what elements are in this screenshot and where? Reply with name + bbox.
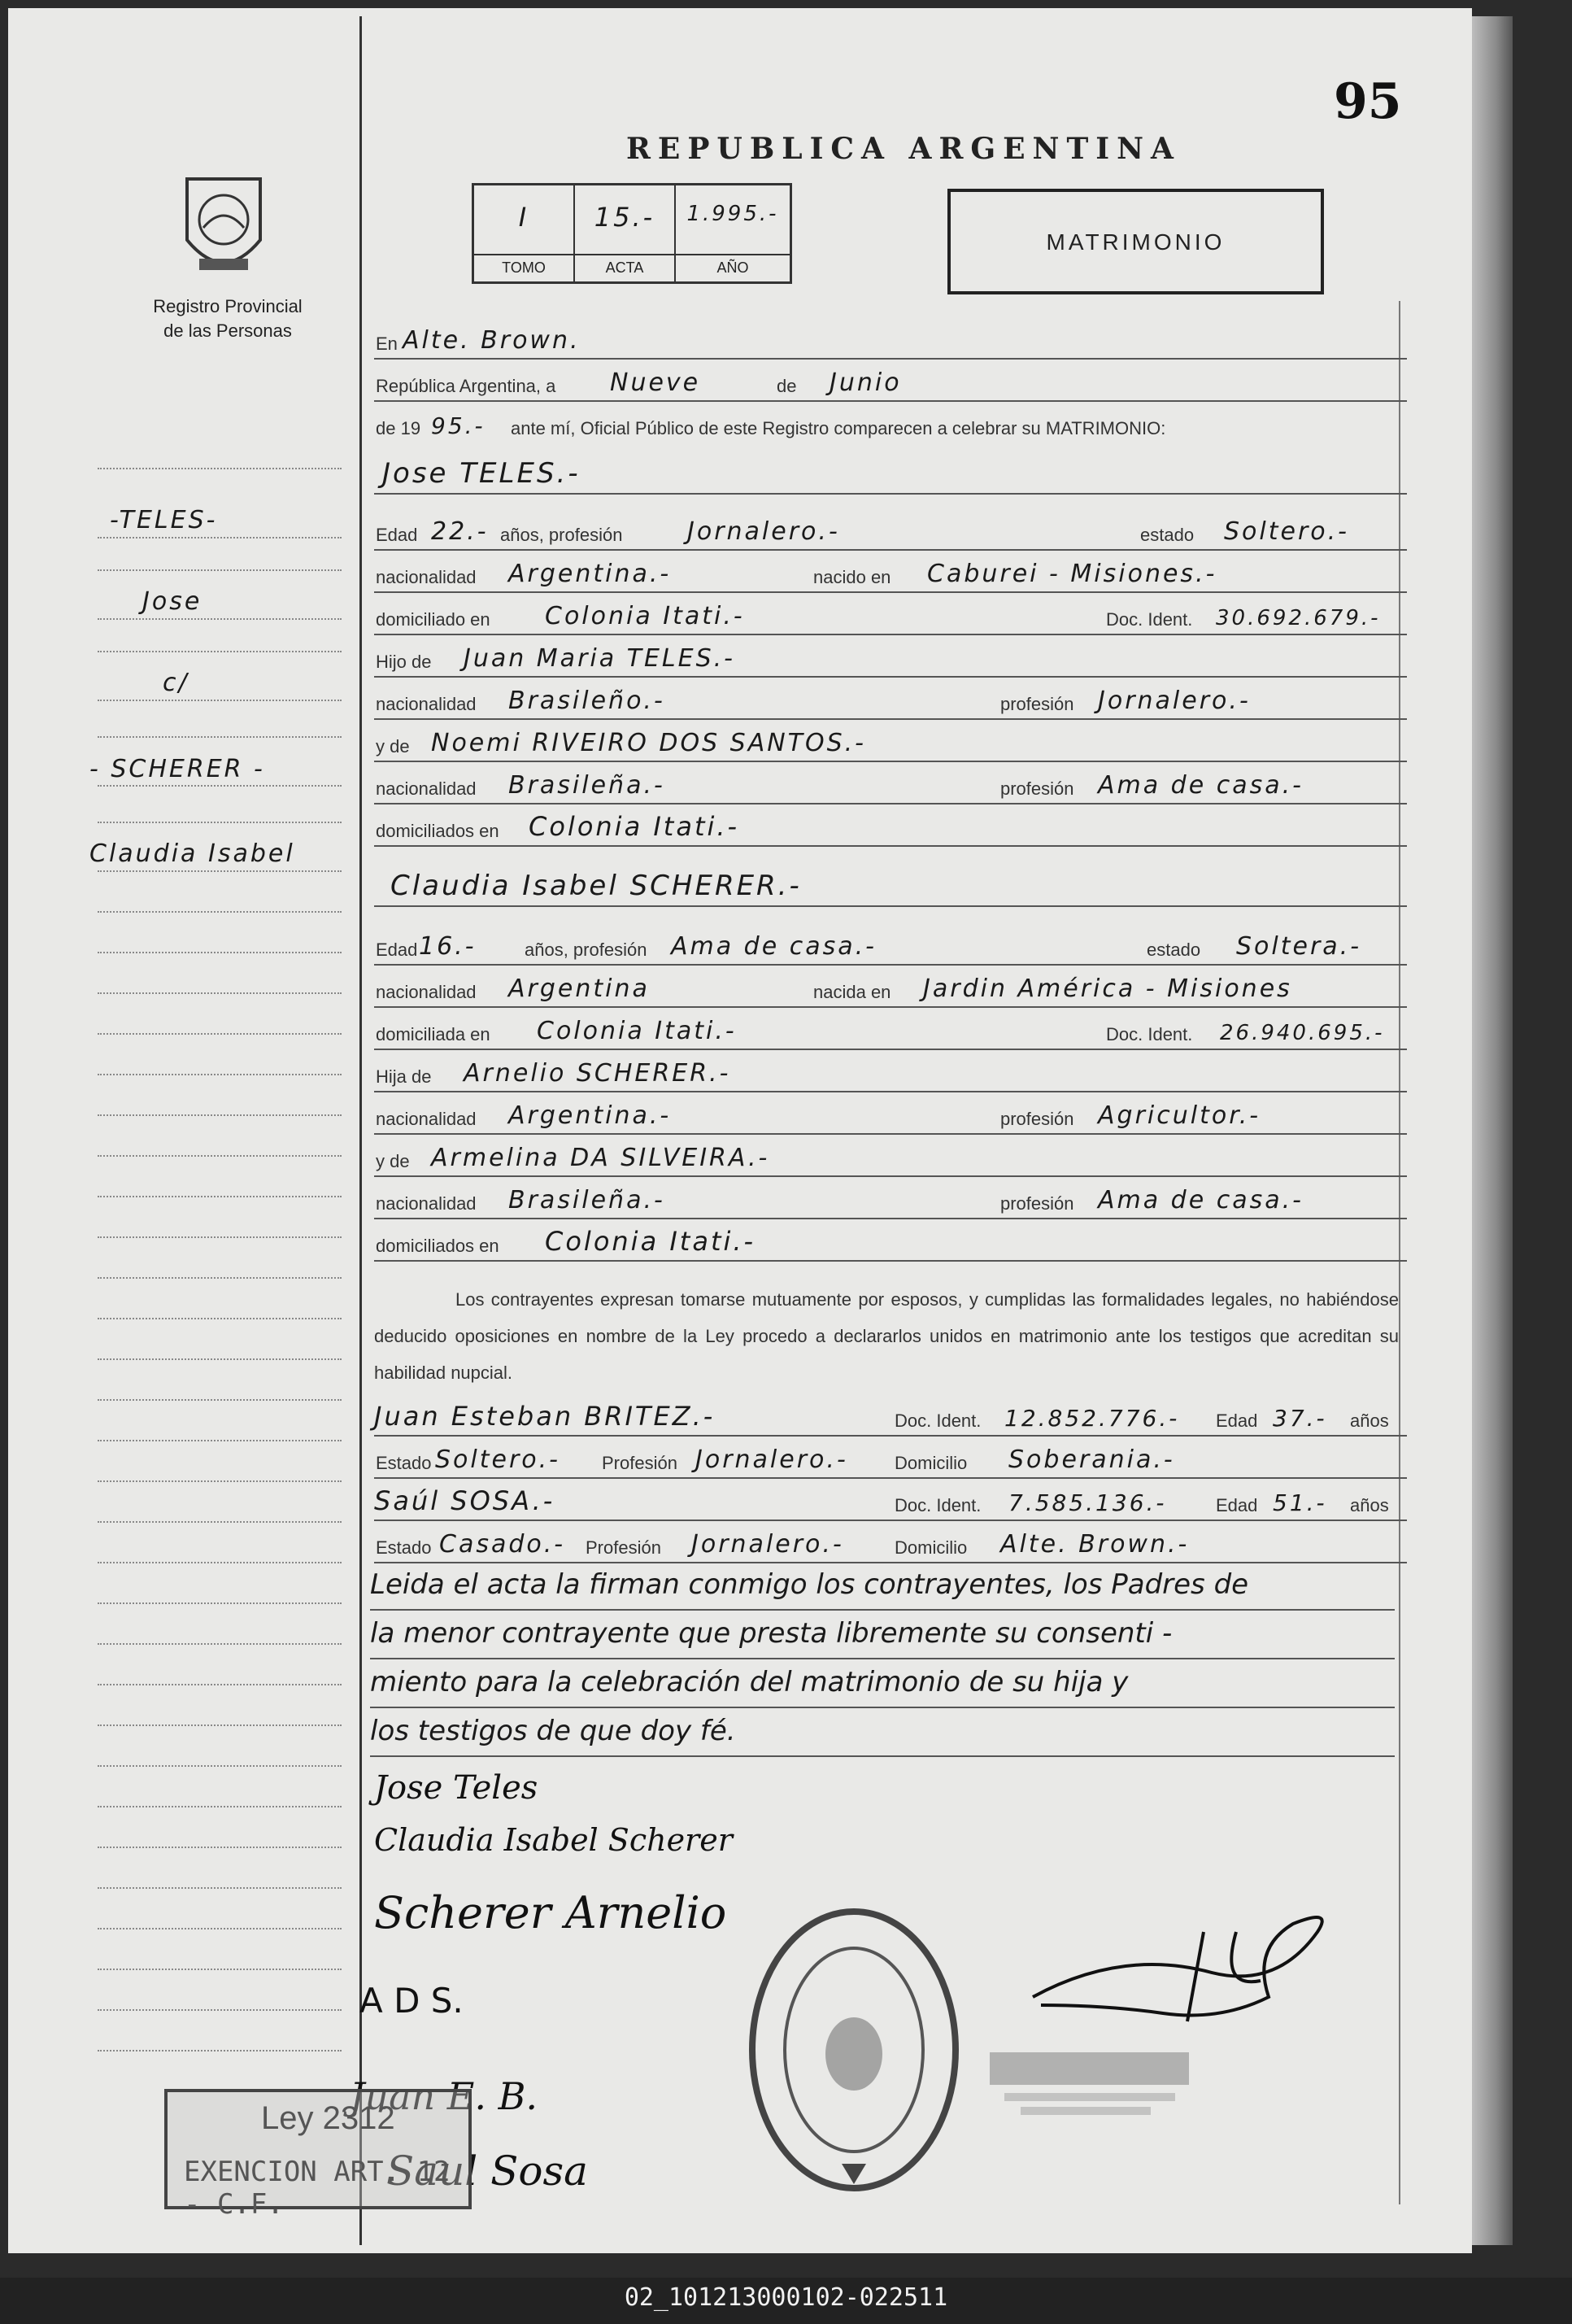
groom-father-profession: Jornalero.- [1098,687,1251,715]
groom-father: Juan Maria TELES.- [464,644,736,673]
witness-1-details-row [374,1437,1407,1479]
groom-name-row [374,447,1407,495]
groom-mother-nat-row [374,762,1407,804]
margin-guide [98,1196,342,1197]
ano-label: AÑO [676,254,790,281]
margin-guide [98,1521,342,1523]
estado-label: Estado [376,1453,432,1473]
year-row [374,402,1407,444]
bride-name-row [374,858,1407,907]
margin-guide [98,785,342,787]
margin-guide [98,822,342,823]
bride-address: Colonia Itati.- [537,1017,737,1045]
groom-mother-nationality: Brasileña.- [508,771,665,800]
page-edge-shadow [1472,16,1513,2245]
bride-status: Soltera.- [1236,932,1362,961]
margin-guide [98,1887,342,1889]
doc-label: Doc. Ident. [895,1495,982,1515]
bride-name: Claudia Isabel SCHERER.- [390,870,802,902]
field-rule [374,845,1407,847]
profesion-label: profesión [1000,1109,1074,1129]
record-box [472,183,792,284]
margin-note: -TELES- [110,506,218,534]
witness-2-profession: Jornalero.- [691,1530,844,1559]
field-rule [374,1260,1407,1262]
witness-1-profession: Jornalero.- [695,1445,848,1474]
margin-guide [98,651,342,652]
margin-guide [98,2009,342,2011]
closing-note-line: Leida el acta la firman conmigo los contrayentes, los Padres de [370,1568,1249,1601]
bride-address-row [374,1008,1407,1050]
acta-label: ACTA [575,254,674,281]
groom-nationality-row [374,551,1407,593]
nacionalidad-label: nacionalidad [376,1109,477,1129]
witness-2-doc: 7.585.136.- [1008,1489,1167,1516]
witness-1-address: Soberania.- [1008,1445,1175,1474]
margin-guide [98,1643,342,1645]
signature-witness-2: Saul Sosa [386,2147,588,2195]
signature-father: Scherer Arnelio [374,1887,727,1938]
domiciliada-label: domiciliada en [376,1024,490,1044]
bride-birthplace: Jardin América - Misiones [923,975,1292,1003]
nacionalidad-label: nacionalidad [376,567,477,587]
witness-2-age: 51.- [1273,1489,1327,1516]
margin-guide [98,1602,342,1604]
bride-age-row [374,923,1407,966]
signature-groom: Jose Teles [374,1769,538,1807]
groom-parents-address: Colonia Itati.- [529,811,740,842]
bride-father-nat-row [374,1092,1407,1135]
witness-2-name: Saúl SOSA.- [374,1485,555,1516]
field-rule [370,1609,1395,1611]
tomo-value: I [518,202,529,233]
signature-witness-1: Juan E. B. [350,2074,538,2118]
tomo-label: TOMO [474,254,573,281]
domiciliados-label: domiciliados en [376,1236,499,1256]
hija-label: Hija de [376,1066,432,1087]
registry-name [122,294,333,343]
anos-profesion-label: años, profesión [500,525,623,545]
bride-nationality-row [374,966,1407,1008]
de19-label: de 19 [376,418,421,438]
margin-guide [98,870,342,872]
edad-label: Edad [376,525,418,545]
acta-value: 15.- [594,202,655,233]
margin-note: Jose [142,587,202,616]
groom-nationality: Argentina.- [508,560,672,588]
estado-label: estado [1147,940,1201,960]
bride-father-profession: Agricultor.- [1098,1101,1261,1130]
groom-age: 22.- [431,517,489,546]
bride-doc: 26.940.695.- [1220,1021,1385,1045]
margin-guide [98,1440,342,1441]
page-number: 95 [1334,73,1402,130]
bride-mother-nat-row [374,1177,1407,1219]
field-rule [374,905,1407,907]
year-value: 95.- [431,412,486,439]
margin-note: Claudia Isabel [89,839,295,868]
witness-1-age: 37.- [1273,1405,1327,1432]
groom-doc: 30.692.679.- [1216,606,1381,630]
margin-guide [98,1969,342,1970]
place-value: Alte. Brown. [403,326,581,355]
field-rule [374,1562,1407,1563]
record-type-box [947,189,1324,294]
profesion-label: profesión [1000,778,1074,799]
profesion-label: Profesión [586,1537,661,1558]
groom-age-row [374,508,1407,551]
date-row [374,360,1407,402]
bride-age: 16.- [419,932,477,961]
ley-text: Ley 2312 [261,2100,395,2136]
witness-1-row [374,1391,1407,1437]
ano-cell [676,185,790,281]
doc-label: Doc. Ident. [1106,1024,1193,1044]
edad-label: Edad [1216,1495,1258,1515]
bride-father: Arnelio SCHERER.- [464,1059,731,1088]
estado-label: estado [1140,525,1195,545]
exencion-text: EXENCION ART. 12 - C.F. [184,2156,451,2221]
bride-parents-address: Colonia Itati.- [545,1226,756,1257]
groom-mother-row [374,720,1407,762]
margin-divider [359,16,362,2245]
groom-parents-address-row [374,804,1407,847]
margin-guide [98,1033,342,1035]
en-label: En [376,334,398,354]
place-row [374,317,1407,360]
nacionalidad-label: nacionalidad [376,982,477,1002]
edad-label: Edad [1216,1411,1258,1431]
document-title: REPUBLICA ARGENTINA [626,132,1181,166]
margin-guide [98,952,342,953]
de-label: de [777,376,797,396]
field-rule [370,1755,1395,1757]
bride-parents-address-row [374,1219,1407,1262]
margin-guide [98,911,342,913]
margin-guide [98,1236,342,1238]
closing-note-line: miento para la celebración del matrimonio de su hija y [370,1666,1129,1698]
margin-guide [98,1928,342,1929]
domiciliado-label: domiciliado en [376,609,490,630]
domiciliados-label: domiciliados en [376,821,499,841]
yde-label: y de [376,736,410,756]
domicilio-label: Domicilio [895,1537,968,1558]
margin-guide [98,468,342,469]
margin-guide [98,618,342,620]
nacido-label: nacido en [813,567,891,587]
signature-bride: Claudia Isabel Scherer [374,1822,733,1858]
anos-label: años [1350,1411,1389,1431]
witness-1-status: Soltero.- [435,1445,561,1474]
margin-guide [98,1399,342,1401]
doc-label: Doc. Ident. [1106,609,1193,630]
footer-caption: 02_101213000102-022511 [0,2278,1572,2324]
edad-label: Edad [376,940,418,960]
groom-father-nat-row [374,678,1407,720]
margin-guide [98,1562,342,1563]
day-value: Nueve [610,368,701,397]
month-value: Junio [830,368,902,397]
groom-address: Colonia Itati.- [545,602,745,630]
nacionalidad-label: nacionalidad [376,694,477,714]
profesion-label: profesión [1000,694,1074,714]
closing-note-line: la menor contrayente que presta libremente su consenti - [370,1617,1173,1650]
bride-mother-nationality: Brasileña.- [508,1186,665,1214]
groom-address-row [374,593,1407,635]
witness-1-doc: 12.852.776.- [1004,1405,1180,1432]
groom-name: Jose TELES.- [382,457,581,490]
bride-mother: Armelina DA SILVEIRA.- [431,1144,770,1172]
bride-father-nationality: Argentina.- [508,1101,672,1130]
profesion-label: profesión [1000,1193,1074,1214]
nacionalidad-label: nacionalidad [376,778,477,799]
margin-guide [98,700,342,701]
anos-label: años [1350,1495,1389,1515]
groom-father-row [374,635,1407,678]
bride-mother-profession: Ama de casa.- [1098,1186,1304,1214]
witness-2-details-row [374,1521,1407,1563]
margin-guide [98,2050,342,2051]
groom-mother-profession: Ama de casa.- [1098,771,1304,800]
margin-guide [98,1277,342,1279]
anos-profesion-label: años, profesión [525,940,647,960]
witness-2-status: Casado.- [439,1530,566,1559]
acta-cell [575,185,676,281]
margin-guide [98,1480,342,1482]
bride-nationality: Argentina [508,975,650,1003]
field-rule [370,1658,1395,1659]
official-seal [744,1903,964,2196]
groom-mother: Noemi RIVEIRO DOS SANTOS.- [431,729,867,757]
groom-birthplace: Caburei - Misiones.- [927,560,1217,588]
margin-guide [98,1318,342,1319]
nacionalidad-label: nacionalidad [376,1193,477,1214]
witness-2-row [374,1479,1407,1521]
margin-guide [98,1358,342,1360]
signature-mother: A D S. [359,1981,464,2021]
field-rule [370,1707,1395,1708]
margin-guide [98,1847,342,1848]
margin-guide [98,569,342,571]
ley-stamp [164,2089,472,2221]
closing-note-line: los testigos de que doy fé. [370,1715,736,1747]
margin-guide [98,1074,342,1075]
margin-guide [98,1114,342,1116]
groom-profession: Jornalero.- [687,517,840,546]
bride-mother-row [374,1135,1407,1177]
margin-note: c/ [163,669,189,697]
record-type: MATRIMONIO [1046,229,1226,255]
provincia-misiones-emblem [175,163,272,285]
margin-guide [98,1724,342,1726]
ante-text: ante mí, Oficial Público de este Registro comparecen a celebrar su MATRIMONIO: [511,418,1166,438]
margin-guide [98,1684,342,1685]
margin-guide [98,736,342,738]
margin-note: - SCHERER - [89,755,265,783]
yde-label: y de [376,1151,410,1171]
groom-status: Soltero.- [1224,517,1350,546]
registry-line-1: Registro Provincial [153,296,303,316]
republica-label: República Argentina, a [376,376,556,396]
registry-line-2: de las Personas [163,320,292,341]
margin-guide [98,1765,342,1767]
margin-guide [98,1806,342,1807]
field-rule [374,493,1407,495]
groom-father-nationality: Brasileño.- [508,687,665,715]
hijo-label: Hijo de [376,652,432,672]
doc-label: Doc. Ident. [895,1411,982,1431]
margin-guide [98,537,342,538]
margin-guide [98,1155,342,1157]
estado-label: Estado [376,1537,432,1558]
nacida-label: nacida en [813,982,891,1002]
witness-2-address: Alte. Brown.- [1000,1530,1190,1559]
profesion-label: Profesión [602,1453,677,1473]
witness-1-name: Juan Esteban BRITEZ.- [374,1401,716,1432]
domicilio-label: Domicilio [895,1453,968,1473]
margin-guide [98,992,342,994]
bride-profession: Ama de casa.- [671,932,877,961]
bride-father-row [374,1050,1407,1092]
tomo-cell [474,185,575,281]
declaration-text: Los contrayentes expresan tomarse mutuamente por esposos, y cumplidas las formalidades legales, no habiéndose deducido oposiciones en nombre de la Ley procedo a declararlos unidos en matrimonio ante los testigos que acreditan su habilidad nupcial. [374,1289,1399,1383]
document-page [8,8,1472,2253]
ano-value: 1.995.- [686,202,779,226]
registrar-signature [1025,1899,1350,2062]
